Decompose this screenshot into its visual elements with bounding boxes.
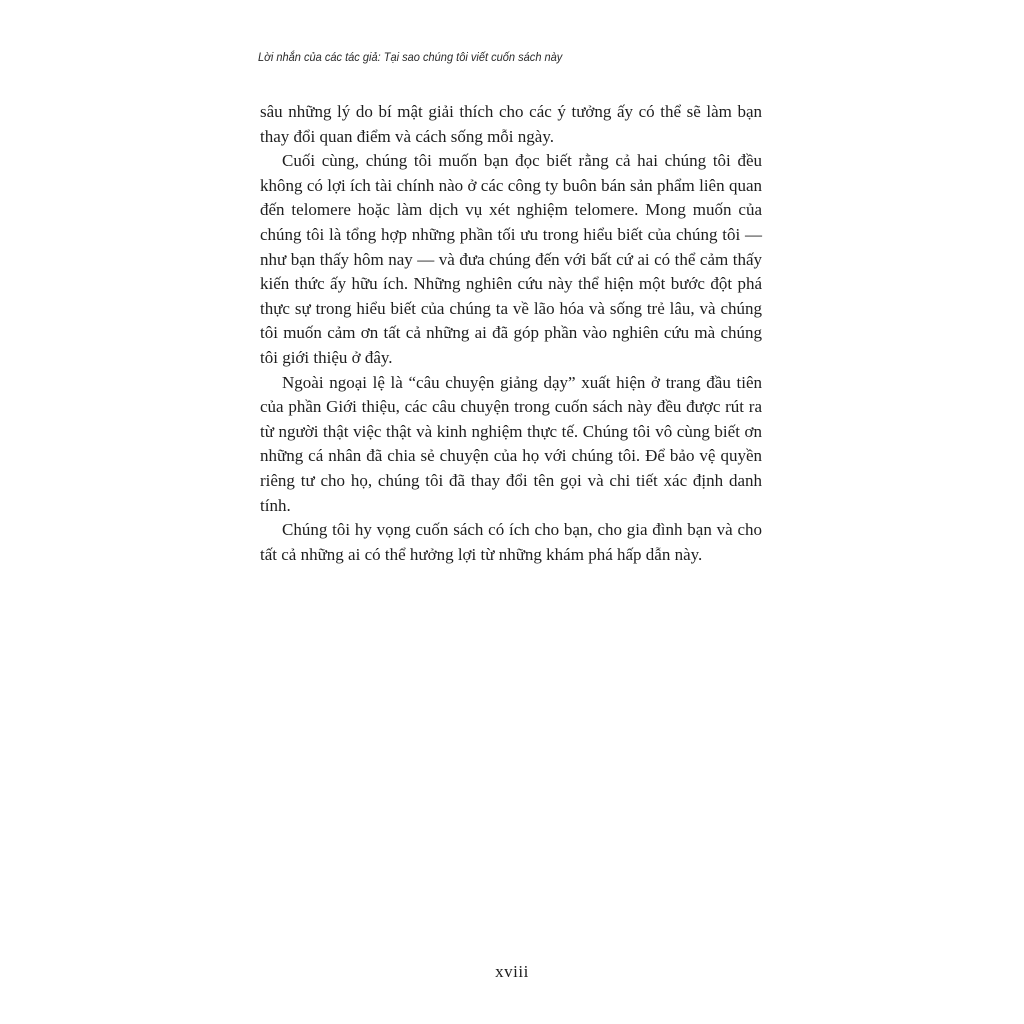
body-text bbox=[260, 100, 762, 567]
paragraph-stories-source: Ngoài ngoại lệ là “câu chuyện giảng dạy” xuất hiện ở trang đầu tiên của phần Giới thiệu, các câu chuyện trong cuốn sách này đều được rút ra từ người thật việc thật và kinh nghiệm thực tế. Chúng tôi vô cùng biết ơn những cá nhân đã chia sẻ chuyện của họ với chúng tôi. Để bảo vệ quyền riêng tư cho họ, chúng tôi đã thay đổi tên gọi và chi tiết xác định danh tính. bbox=[260, 372, 762, 515]
paragraph-financial-disclosure: Cuối cùng, chúng tôi muốn bạn đọc biết rằng cả hai chúng tôi đều không có lợi ích tài chính nào ở các công ty buôn bán sản phẩm liên quan đến telomere hoặc làm dịch vụ xét nghiệm telomere. Mong muốn của chúng tôi là tổng hợp những phần tối ưu trong hiểu biết của chúng tôi — như bạn thấy hôm nay — và đưa chúng đến với bất cứ ai có thể cảm thấy kiến thức ấy hữu ích. Những nghiên cứu này thể hiện một bước đột phá thực sự trong hiểu biết của chúng ta về lão hóa và sống trẻ lâu, và chúng tôi muốn cảm ơn tất cả những ai đã góp phần vào nghiên cứu mà chúng tôi giới thiệu ở đây. bbox=[260, 151, 762, 367]
paragraph-continuation: sâu những lý do bí mật giải thích cho các ý tưởng ấy có thể sẽ làm bạn thay đổi quan điểm và cách sống mỗi ngày. bbox=[260, 102, 762, 146]
page-number: xviii bbox=[495, 962, 529, 981]
running-header: Lời nhắn của các tác giả: Tại sao chúng tôi viết cuốn sách này bbox=[258, 50, 563, 64]
paragraph-closing-hope: Chúng tôi hy vọng cuốn sách có ích cho bạn, cho gia đình bạn và cho tất cả những ai có thể hưởng lợi từ những khám phá hấp dẫn này. bbox=[260, 520, 762, 564]
